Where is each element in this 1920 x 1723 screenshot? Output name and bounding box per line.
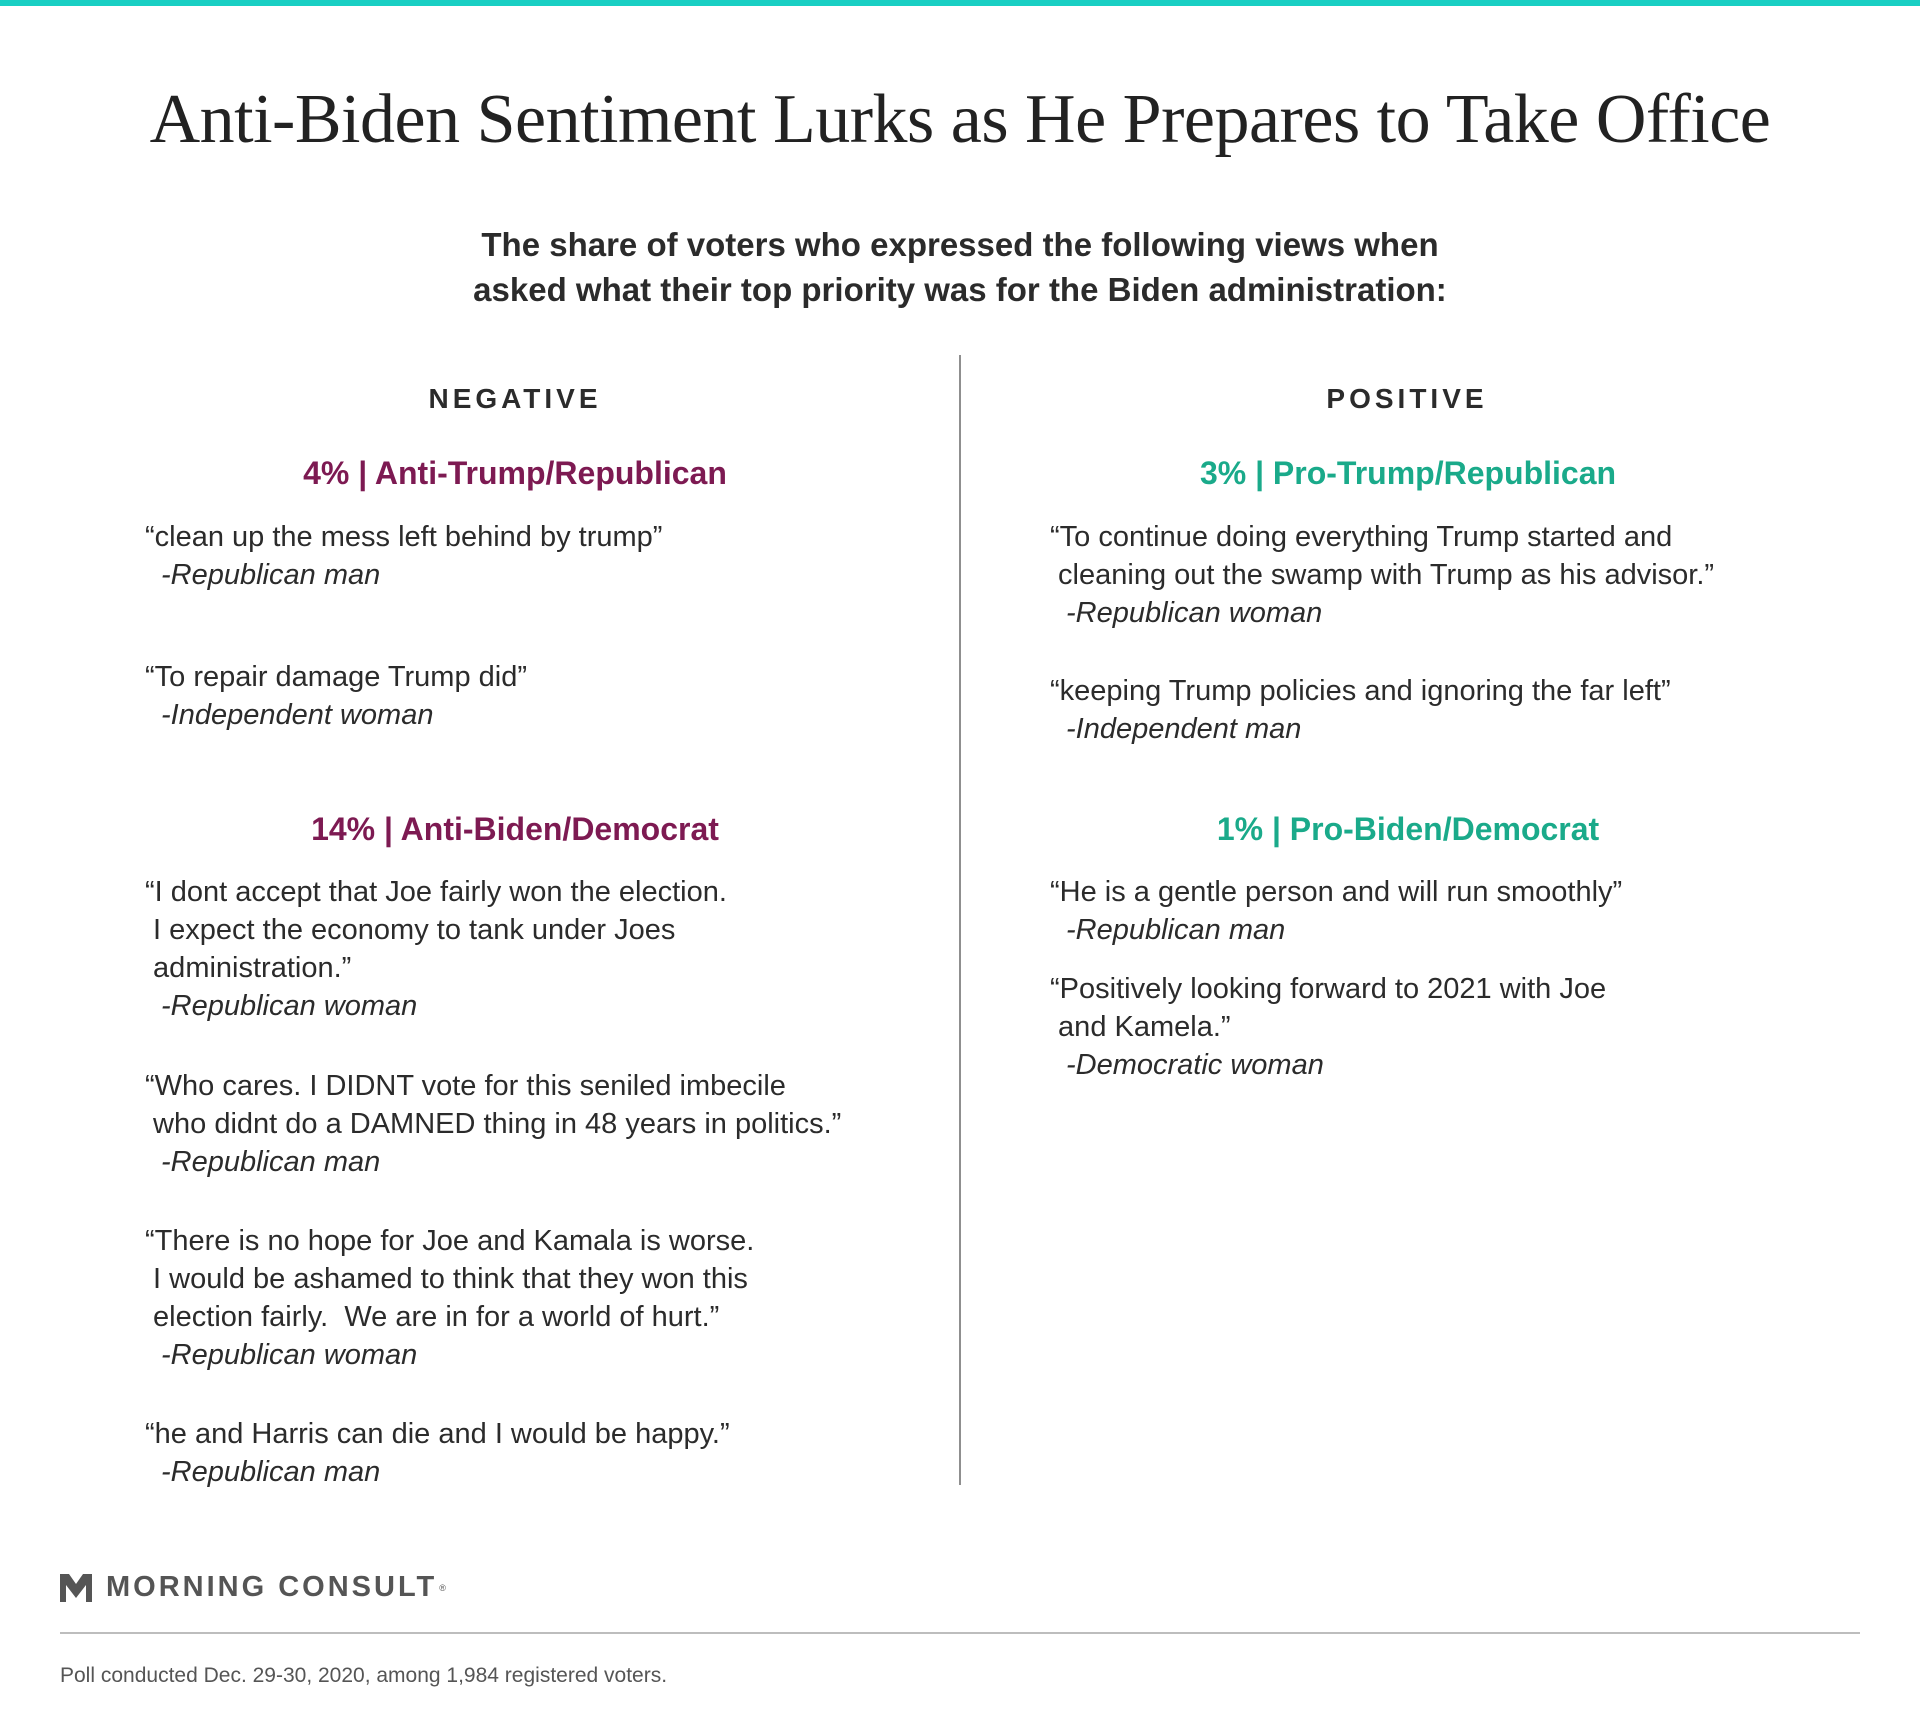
quote-pos-2	[1050, 672, 1870, 748]
quote-line: “To continue doing everything Trump started and	[1050, 521, 1673, 553]
quote-line: cleaning out the swamp with Trump as his advisor.”	[1050, 559, 1715, 591]
footer-divider	[60, 1632, 1860, 1634]
quote-line: and Kamela.”	[1050, 1011, 1231, 1043]
quote-pos-1	[1050, 518, 1870, 632]
quote-line: “To repair damage Trump did”	[145, 661, 527, 693]
quote-neg-6	[145, 1415, 915, 1491]
quote-attribution: -Republican man	[161, 559, 381, 591]
quote-line: “clean up the mess left behind by trump”	[145, 521, 663, 553]
quote-neg-1	[145, 518, 915, 594]
subtitle-line-1: The share of voters who expressed the following views when	[481, 226, 1439, 263]
morning-consult-logo-icon	[60, 1574, 92, 1602]
quote-attribution: -Democratic woman	[1066, 1049, 1324, 1081]
quote-attribution: -Republican woman	[1066, 597, 1323, 629]
footnote: Poll conducted Dec. 29-30, 2020, among 1,984 registered voters.	[60, 1664, 668, 1687]
quote-line: election fairly. We are in for a world of hurt.”	[145, 1301, 720, 1333]
brand-name: MORNING CONSULT	[106, 1571, 438, 1603]
quote-attribution: -Independent man	[1066, 713, 1302, 745]
page-title: Anti-Biden Sentiment Lurks as He Prepares to Take Office	[149, 81, 1771, 158]
category-anti-trump: 4% | Anti-Trump/Republican	[303, 455, 727, 491]
quote-line: “There is no hope for Joe and Kamala is worse.	[145, 1225, 755, 1257]
quote-line: “keeping Trump policies and ignoring the far left”	[1050, 675, 1671, 707]
top-accent-bar	[0, 0, 1920, 6]
category-pro-trump: 3% | Pro-Trump/Republican	[1199, 455, 1617, 491]
category-pro-biden: 1% | Pro-Biden/Democrat	[1216, 811, 1600, 847]
quote-line: “Positively looking forward to 2021 with Joe	[1050, 973, 1607, 1005]
brand-logo	[60, 1571, 446, 1604]
quote-attribution: -Republican man	[161, 1146, 381, 1178]
quote-line: who didnt do a DAMNED thing in 48 years in politics.”	[145, 1108, 842, 1140]
quote-neg-4	[145, 1067, 915, 1181]
subtitle-line-2: asked what their top priority was for the Biden administration:	[473, 271, 1447, 308]
column-divider	[959, 355, 961, 1485]
quote-line: I would be ashamed to think that they won this	[145, 1263, 748, 1295]
quote-attribution: -Republican woman	[161, 1339, 418, 1371]
quote-neg-2	[145, 658, 915, 734]
quote-line: I expect the economy to tank under Joes	[145, 914, 676, 946]
brand-registered-mark: ®	[439, 1582, 446, 1593]
quote-pos-4	[1050, 970, 1870, 1084]
category-anti-biden: 14% | Anti-Biden/Democrat	[311, 811, 719, 847]
quote-line: administration.”	[145, 952, 352, 984]
quote-line: “He is a gentle person and will run smoothly”	[1050, 876, 1623, 908]
quote-neg-5	[145, 1222, 915, 1374]
quote-attribution: -Republican woman	[161, 990, 418, 1022]
quote-line: “I dont accept that Joe fairly won the election.	[145, 876, 727, 908]
quote-attribution: -Republican man	[161, 1456, 381, 1488]
quote-line: “he and Harris can die and I would be happy.”	[145, 1418, 730, 1450]
positive-header: POSITIVE	[1326, 383, 1488, 414]
quote-neg-3	[145, 873, 915, 1025]
quote-attribution: -Republican man	[1066, 914, 1286, 946]
subtitle	[360, 222, 1560, 312]
quote-pos-3	[1050, 873, 1870, 949]
quote-line: “Who cares. I DIDNT vote for this seniled imbecile	[145, 1070, 786, 1102]
negative-header: NEGATIVE	[428, 383, 602, 414]
quote-attribution: -Independent woman	[161, 699, 434, 731]
